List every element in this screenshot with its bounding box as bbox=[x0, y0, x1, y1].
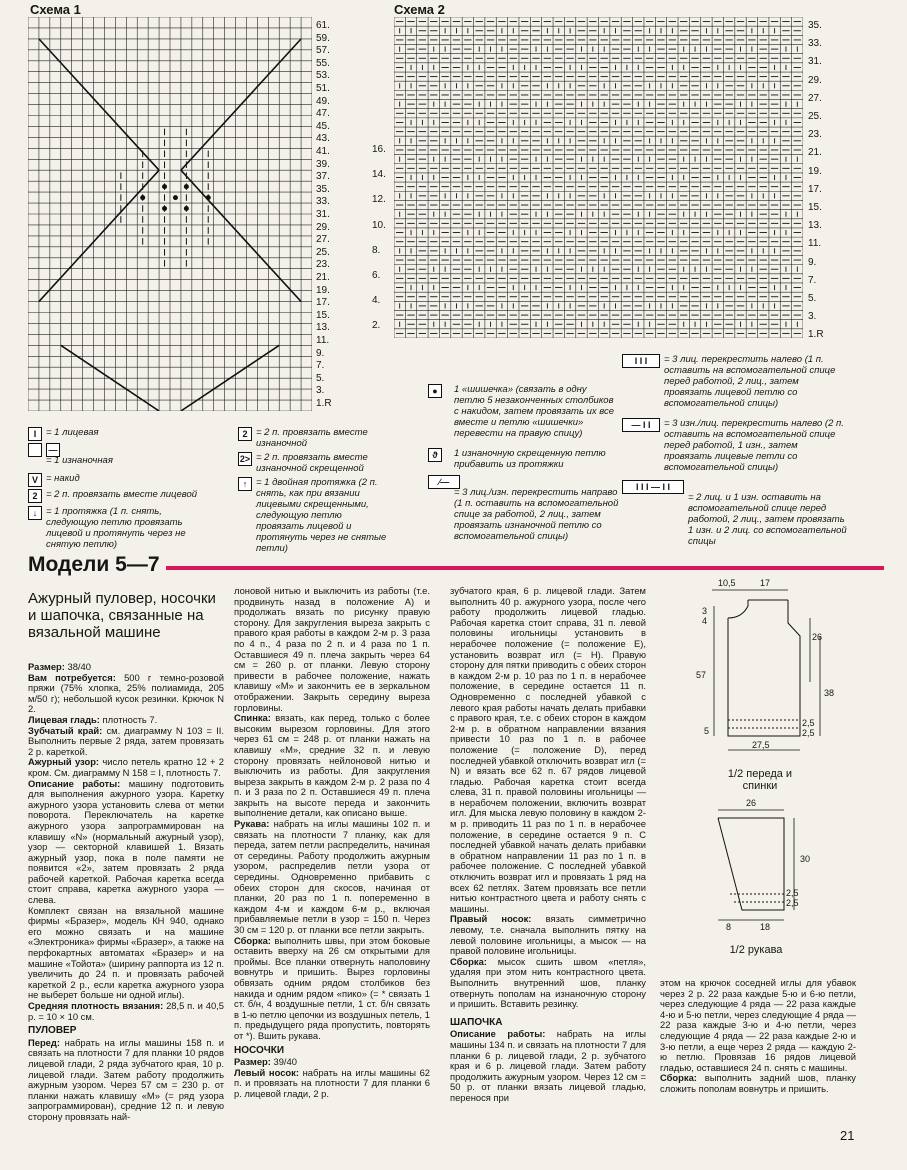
cross-left-purl-symbol-icon: — I I bbox=[622, 418, 660, 432]
heading-socks: НОСОЧКИ bbox=[234, 1044, 285, 1056]
schema1-row-label: 37. bbox=[316, 171, 330, 183]
schema2-grid bbox=[394, 17, 803, 338]
schema2-row-label: 17. bbox=[808, 183, 822, 195]
schema1-row-label: 9. bbox=[316, 347, 325, 359]
schema2-row-label: 23. bbox=[808, 129, 822, 141]
schema1-row-label: 53. bbox=[316, 70, 330, 82]
schema1-row-label: 41. bbox=[316, 146, 330, 157]
schema1-row-label: 13. bbox=[316, 322, 330, 334]
schema2-row-label: 11. bbox=[808, 238, 822, 250]
cross-right-symbol-icon: ∕— bbox=[428, 475, 460, 489]
schema1-row-label: 11. bbox=[316, 335, 330, 346]
schema1-row-label: 51. bbox=[316, 83, 330, 94]
schema1-row-label: 15. bbox=[316, 309, 330, 321]
schema1-row-label: 31. bbox=[316, 209, 330, 220]
schema1-row-label: 59. bbox=[316, 32, 330, 44]
sleeve-outline bbox=[690, 798, 880, 938]
schema2-left-row-label: 12. bbox=[372, 194, 386, 206]
schema2-left-row-label: 4. bbox=[372, 295, 381, 307]
schema1-row-label: 23. bbox=[316, 259, 330, 271]
knit-symbol-icon: I bbox=[28, 427, 42, 441]
schema2-row-label: 25. bbox=[808, 111, 822, 122]
section-title: Модели 5—7 bbox=[28, 553, 160, 576]
legend-cross-3p1: ∕— = 3 лиц./изн. перекрестить направо (1 п. оставить на вспомогательной спице за работой, 2 лиц., затем провязать изнаночной петлю со вспомогательной спицы) bbox=[428, 475, 628, 539]
schema1-title: Схема 1 bbox=[30, 2, 81, 17]
pattern-sleeve-caption: 1/2 рукава bbox=[729, 944, 783, 956]
legend-bobble: ● 1 «шишечка» (связать в одну петлю 5 незаконченных столбиков с накидом, затем провязать их все вместе и петлю «шишечки» перевести на правую спицу) bbox=[428, 384, 628, 440]
p2tog-tbl-symbol-icon: 2> bbox=[239, 454, 251, 464]
schema2-row-label: 31. bbox=[808, 56, 822, 68]
legend-cross-3p2: — I I = 3 изн./лиц. перекрестить налево (2 п. оставить на вспомогательной спице перед работой, 1 изн., затем провязать лицевые петли со вспомогательной спицы) bbox=[622, 418, 852, 472]
schema1-row-label: 57. bbox=[316, 45, 330, 57]
column-2: лоновой нитью и выключить из работы (т.е. продвинуть назад в положение А) и продолжать вязать по рисунку правую сторону. Для закругления выреза закрыть с правого края работы в каждом 2-м р. 3 раза по 4 п., 4 раза по 2 п. и 4 раза по 1 п. Оставшиеся 49 п. плеча закрыть через 64 см = 260 р. от планки. Левую сторону привести в рабочее положение, нажать клавишу «М» и закончить ее в зеркальном отображении. Закрыть середину выреза горловины. Спинка: вязать, как перед, только с более высоким вырезом горловины. Для этого через 61 см = 248 р. от планки нажать на клавишу «М», средние 32 п. и левую сторону провязать нейлоновой нитью и выключить из работы. Для закругления выреза закрыть в каждом 2-м р. 2 раза по 4 п. и 3 раза по 2 п. Оставшиеся 49 п. плеча закрыть на высоте переда и закончить выполнение детали, как описано выше. Рукава: набрать на иглы машины 102 п. и связать на плотности 7 планку, как для переда, затем петли распределить, начиная от середины. Работу продолжить ажурным узором, распределив петли узора от середины. Одновременно прибавить с обеих сторон для скосов, начиная от планки, 20 раз по 1 п. попеременно в каждом 4-м и каждом 6-м р., включая прибавляемые петли в узор = 150 п. Через 30 см = 120 р. от планки все петли закрыть. Сборка: выполнить швы, при этом боковые оставить вверху на 26 см открытыми для проймы. Все планки отвернуть наполовину вовнутрь и пришить. Вырез горловины обвязать одним рядом столбиков без накида и одним рядом «пико» (= * связать 1 ст. б/н, 4 воздушные петли, 1 ст. б/н связать в 1-ю петлю цепочки из воздушных петель, 1 п. предыдущего ряда пропустить, повторять от *). Вшить рукава. НОСОЧКИ Размер: 39/40 Левый носок: набрать на иглы машины 62 п. и провязать на плотности 7 для планки 6 р. лицевой глади, 2 р. bbox=[234, 585, 431, 1099]
schema2-left-row-label: 14. bbox=[372, 169, 386, 181]
column-1: Размер: 38/40 Вам потребуется: 500 г темно-розовой пряжи (75% хлопка, 25% полиамида, 205 м/50 г); небольшой кусок резинки. Крючок N 2. Лицевая гладь: плотность 7. Зубчатый край: см. диаграмму N 103 = II. Выполнить первые 2 ряда, затем провязать 2 р. кареткой. Ажурный узор: число петель кратно 12 + 2 кром. См. диаграмму N 158 = I, плотность 7. Описание работы: машину подготовить для выполнения ажурного узора. Каретку ажурного узора установить слева от метки поворота. Переключатель на каретке ажурного узора запрограммирован на клавишу «N» (нормальный ажурный узор), узор — секторной клавишей 1. Вязать ажурный узор, пока в поле памяти не появится «2», затем провязать 2 ряда рабочей кареткой. Рабочая каретка всегда стоит справа, каретка ажурного узора — слева. Комплект связан на вязальной машине фирмы «Бразер», модель КН 940, однако его можно связать и на машине «Электроника» фирмы «Бразер», а также на перфокартных автоматах «Бразер» и на машине «Тойота» (ширину раппорта из 12 п. увеличить до 24 п. и провязать рабочей кареткой 2 р., если каретка ажурного узора не выберет больше ни одной иглы). Средняя плотность вязания: 28,5 п. и 40,5 р. = 10 × 10 см. ПУЛОВЕР Перед: набрать на иглы машины 158 п. и связать на плотности 7 для планки 10 рядов лицевой глади, 2 ряда зубчатого края, 10 р. лицевой глади. Затем работу продолжить ажурным узором. Через 57 см = 230 р. от планки нажать клавишу «М» (= ряд узора запрограммирован), средние 12 п. и левую сторону провязать най- bbox=[28, 661, 224, 1122]
schema1-row-label: 61. bbox=[316, 20, 330, 31]
schema1-row-label: 27. bbox=[316, 234, 330, 246]
schema1-row-label: 25. bbox=[316, 246, 330, 258]
heading-hat: ШАПОЧКА bbox=[450, 1016, 503, 1028]
schema1-grid-lines bbox=[28, 17, 312, 411]
schema1-row-label: 5. bbox=[316, 372, 325, 384]
schema2-left-row-label: 8. bbox=[372, 244, 381, 256]
front-back-outline bbox=[690, 578, 880, 798]
yarn-over-symbol-icon: V bbox=[28, 473, 42, 487]
schema1-row-label: 29. bbox=[316, 221, 330, 233]
schema1-row-label: 19. bbox=[316, 284, 330, 296]
schema2-row-label: 33. bbox=[808, 38, 822, 50]
k2tog-symbol-icon: 2 bbox=[28, 489, 42, 503]
purl-dash-symbol-icon: — bbox=[46, 443, 60, 457]
schema1-row-label: 49. bbox=[316, 95, 330, 107]
schema2-title: Схема 2 bbox=[394, 2, 445, 17]
bobble-symbol-icon: ● bbox=[428, 384, 442, 398]
double-decrease-symbol-icon: ↑ bbox=[238, 477, 252, 491]
schema2-left-row-label: 6. bbox=[372, 270, 381, 281]
schema1-row-label: 47. bbox=[316, 108, 330, 120]
schema2-row-label: 19. bbox=[808, 165, 822, 177]
schema2-row-label: 27. bbox=[808, 92, 822, 104]
legend-double-dec: ↑ = 1 двойная протяжка (2 п. снять, как при вязании лицевыми скрещенными, следующую петлю провязать лицевой и протянуть через не снятые петли) bbox=[238, 477, 398, 541]
schema2-row-label: 5. bbox=[808, 293, 817, 304]
schema2-left-row-label: 2. bbox=[372, 320, 381, 332]
schema2-row-label: 35. bbox=[808, 20, 822, 31]
schema1-grid bbox=[28, 17, 312, 411]
schema1-row-label: 43. bbox=[316, 133, 330, 145]
cross-left-symbol-icon: I I I bbox=[622, 354, 660, 368]
heading-pullover: ПУЛОВЕР bbox=[28, 1025, 77, 1037]
legend-cross-3left: I I I = 3 лиц. перекрестить налево (1 п. оставить на вспомогательной спице перед работой, 2 лиц., затем провязать лицевой петлю со вспомогательной спицы) bbox=[622, 354, 852, 408]
schema1-row-label: 39. bbox=[316, 158, 330, 170]
pattern-front-back: 10,5 17 3 4 26 57 38 2,5 5 2,5 27,5 1/2 переда и спинки bbox=[690, 578, 880, 798]
cross-four-symbol-icon: I I I — I I bbox=[622, 480, 684, 494]
schema2-left-row-label: 10. bbox=[372, 219, 386, 231]
schema2-row-label: 3. bbox=[808, 311, 817, 323]
schema1-row-label: 35. bbox=[316, 183, 330, 195]
schema1-row-label: 33. bbox=[316, 196, 330, 208]
schema2-row-label: 15. bbox=[808, 202, 822, 213]
schema1-row-label: 17. bbox=[316, 297, 330, 309]
schema1-row-label: 45. bbox=[316, 120, 330, 132]
schema1-row-label: 7. bbox=[316, 360, 325, 372]
increase-symbol-icon: ϑ bbox=[428, 448, 442, 462]
schema2-row-label: 9. bbox=[808, 256, 817, 268]
legend-cross-4: I I I — I I = 2 лиц. и 1 изн. оставить на вспомогательной спице перед работой, 2 лиц., затем провязать 1 изн. и 2 лиц. со вспомогательной спицы bbox=[622, 480, 852, 540]
schema2-row-label: 7. bbox=[808, 274, 817, 286]
column-4: этом на крючок соседней иглы для убавок через 2 р. 22 раза каждые 5-ю и 6-ю петли, через следующие 4 ряда — 22 раза каждые 4-ю и 5-ю петли, через следующие 4 ряда — 22 раза каждые 3-ю и 4-ю петли, через следующие 4 ряда — 22 раза каждые 2-ю и 3-ю петли, а еще через 2 ряда — каждую 2-ю петлю. Провязав 16 рядов лицевой гладью, оставшиеся 24 п. снять с машины. Сборка: выполнить задний шов, планку сложить пополам вовнутрь и пришить. bbox=[660, 977, 856, 1094]
p2tog-symbol-icon: 2 bbox=[238, 427, 252, 441]
schema2-left-row-label: 16. bbox=[372, 144, 386, 155]
schema1-row-label: 55. bbox=[316, 57, 330, 69]
page-number: 21 bbox=[840, 1128, 855, 1143]
schema1-row-label: 1.R bbox=[316, 398, 332, 409]
schema1-row-label: 21. bbox=[316, 272, 330, 283]
ssk-symbol-icon: ↓ bbox=[28, 506, 42, 520]
schema2-row-label: 1.R bbox=[808, 329, 824, 341]
pattern-sleeve: 26 30 2,5 2,5 8 18 1/2 рукава bbox=[690, 798, 880, 978]
schema2-row-label: 13. bbox=[808, 220, 822, 232]
schema1-row-label: 3. bbox=[316, 385, 325, 397]
pattern-front-back-caption: 1/2 переда и спинки bbox=[727, 768, 793, 792]
section-rule bbox=[166, 566, 884, 570]
schema2-row-label: 21. bbox=[808, 147, 822, 159]
legend-ssk: ↓ = 1 протяжка (1 п. снять, следующую петлю провязать лицевой и протянуть через не снятую петлю) bbox=[28, 506, 228, 546]
schema2-row-label: 29. bbox=[808, 74, 822, 86]
purl-symbol-icon bbox=[28, 443, 42, 457]
section-subtitle: Ажурный пуловер, носочки и шапочка, связанные на вязальной машине bbox=[28, 590, 216, 641]
column-3: зубчатого края, 6 р. лицевой глади. Затем выполнить 40 р. ажурного узора, после чего работу продолжить лицевой гладью. Рабочая каретка стоит справа, 31 п. левой половины игольницы установить в нерабочее положение (= положение Е), установить возврат игл (= Н). Правую сторону для пятки приводить с обеих сторон в каждом 2-м р. 10 раз по 1 п. в нерабочее положение, в середине остается 11 п. Одновременно с последней убавкой с левого края работы начать делать прибавки с правого края, т.е. с обеих сторон в каждом 2-м р. в обратном направлении вязания привести 10 раз по 1 п. в рабочее положение (= положение D), перед последней убавкой отключить возврат игл (= N) и вязать все 62 п. 67 рядов лицевой гладью. Рабочая каретка стоит всегда слева, 31 п. правой половины игольницы — в нерабочем положении, включить возврат игл. Для мыска левую половину в каждом 2-м р. приводить 11 раз по 1 п. в нерабочее положение, в середине остается 9 п. С последней убавкой начать делать прибавки в обратном направлении 11 раз по 1 п. в рабочее положение. С последней убавкой отключить возврат игл и провязать 1 ряд на всех 62 петлях. Затем провязать все петли нитью контрастного цвета и работу снять с машины. Правый носок: вязать симметрично левому, т.е. сначала выполнить пятку на левой половине игольницы, а мысок — на правой половине игольницы. Сборка: мысок сшить швом «петля», удаляя при этом нить контрастного цвета. Выполнить внутренний шов, планку отвернуть пополам на изнаночную сторону и пришить. Вставить резинку. ШАПОЧКА Описание работы: набрать на иглы машины 134 п. и связать на плотности 7 для планки 6 р. лицевой глади, 2 р. зубчатого края и 6 р. лицевой глади. Затем работу продолжить ажурным узором. Через 12 см = 50 р. от планки вязать лицевой гладью, перенося при bbox=[450, 585, 646, 1103]
